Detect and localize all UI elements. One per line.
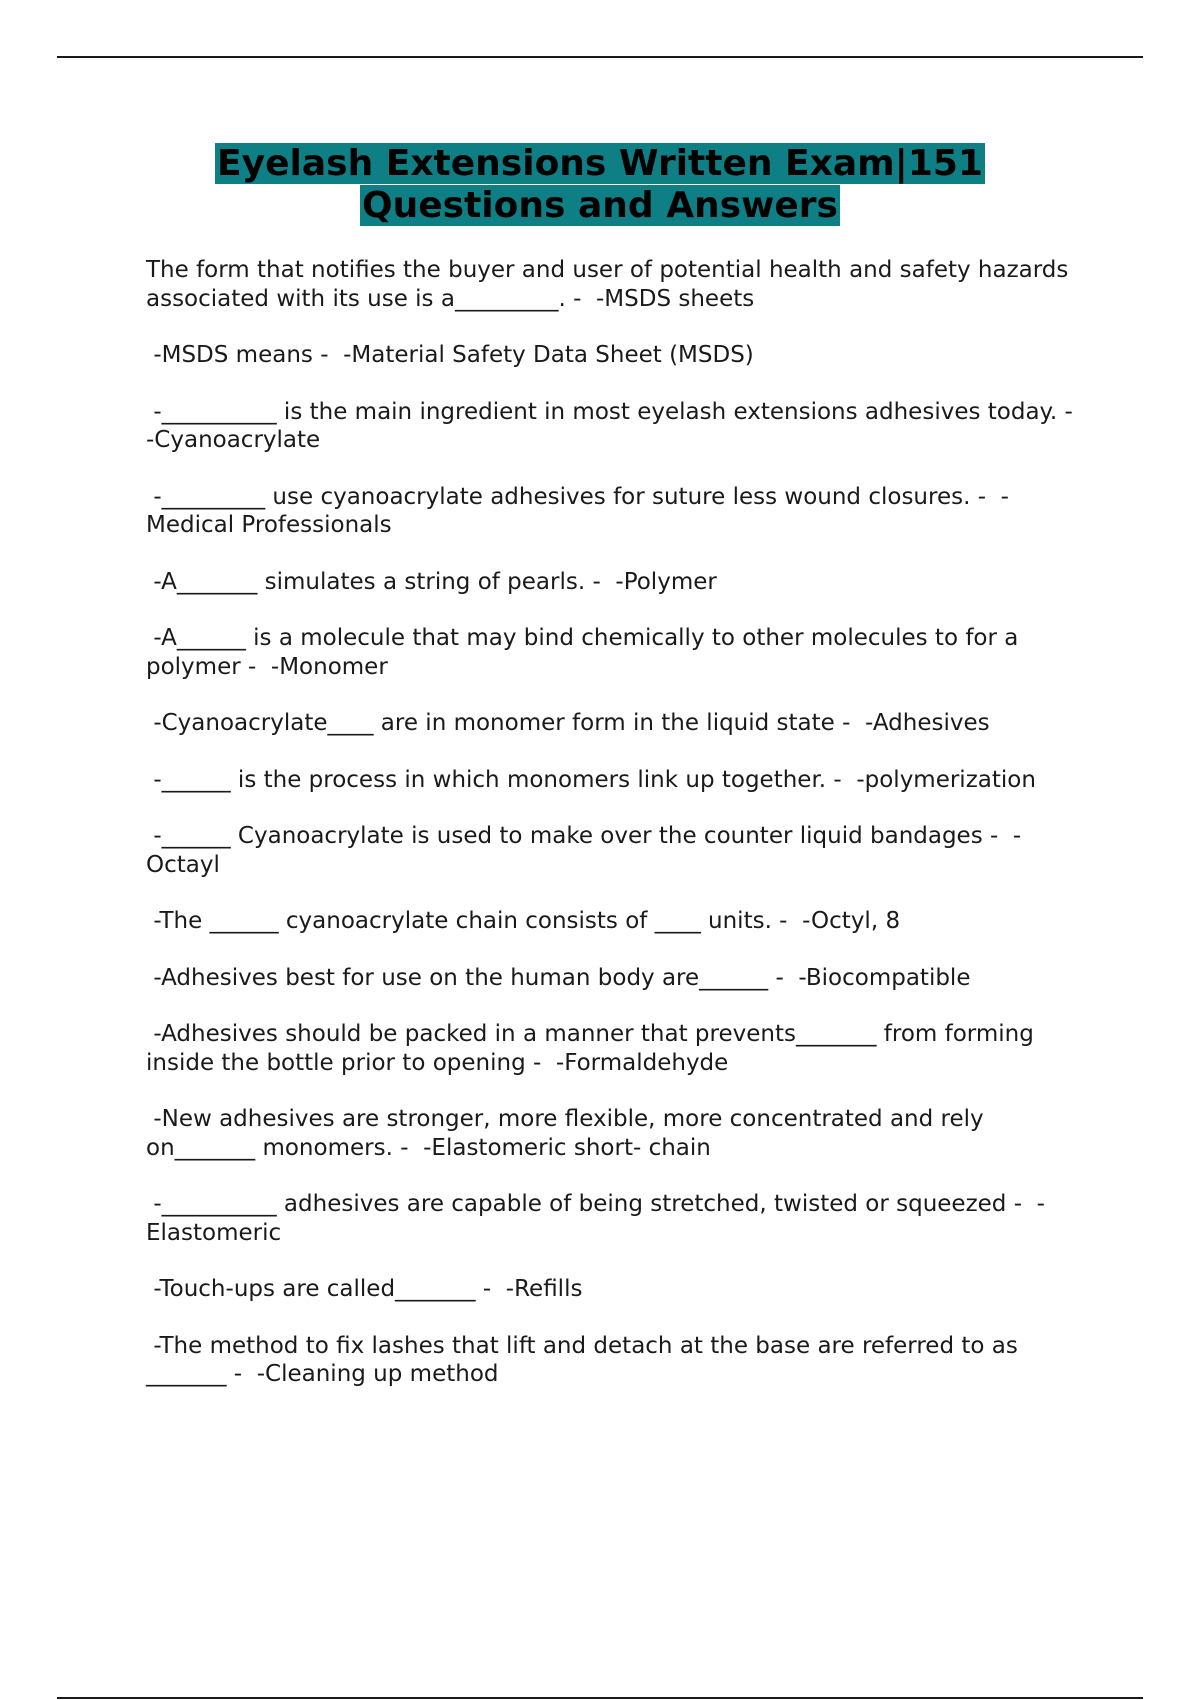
title-line-1: Eyelash Extensions Written Exam|151	[217, 143, 983, 184]
qa-item: -A_______ simulates a string of pearls. - -Polymer	[146, 568, 717, 595]
footer-rule	[57, 1697, 1143, 1699]
qa-item: -Touch-ups are called_______ - -Refills	[146, 1276, 583, 1302]
qa-item: -__________ is the main ingredient in most eyelash extensions adhesives today. - -Cyanoacrylate	[146, 398, 1088, 453]
qa-item: -The method to fix lashes that lift and detach at the base are referred to as _______ - -Cleaning up method	[146, 1332, 1026, 1387]
qa-item: -_________ use cyanoacrylate adhesives for suture less wound closures. - -Medical Professionals	[146, 483, 1009, 538]
qa-item: -Adhesives best for use on the human body are______ - -Biocompatible	[146, 964, 971, 991]
header-rule	[57, 56, 1143, 58]
qa-item: -A______ is a molecule that may bind chemically to other molecules to for a polymer - -Monomer	[146, 625, 1026, 680]
question-answer-list	[146, 256, 1094, 1417]
document-title	[0, 143, 1200, 227]
qa-item: -The ______ cyanoacrylate chain consists of ____ units. - -Octyl, 8	[146, 908, 901, 934]
qa-item: -__________ adhesives are capable of being stretched, twisted or squeezed - -Elastomeric	[146, 1191, 1045, 1246]
title-line-2: Questions and Answers	[362, 185, 838, 226]
qa-item: -Adhesives should be packed in a manner that prevents_______ from forming inside the bottle prior to opening - -Formaldehyde	[146, 1021, 1042, 1076]
qa-item: -New adhesives are stronger, more flexible, more concentrated and rely on_______ monomers. - -Elastomeric short- chain	[146, 1106, 991, 1161]
qa-item: -MSDS means - -Material Safety Data Sheet (MSDS)	[146, 342, 754, 368]
qa-item: -______ Cyanoacrylate is used to make over the counter liquid bandages - -Octayl	[146, 823, 1022, 878]
qa-item: The form that notifies the buyer and user of potential health and safety hazards associated with its use is a_________. - -MSDS sheets	[146, 257, 1076, 312]
qa-item: -Cyanoacrylate____ are in monomer form in the liquid state - -Adhesives	[146, 710, 990, 736]
qa-item: -______ is the process in which monomers link up together. - -polymerization	[146, 766, 1036, 793]
